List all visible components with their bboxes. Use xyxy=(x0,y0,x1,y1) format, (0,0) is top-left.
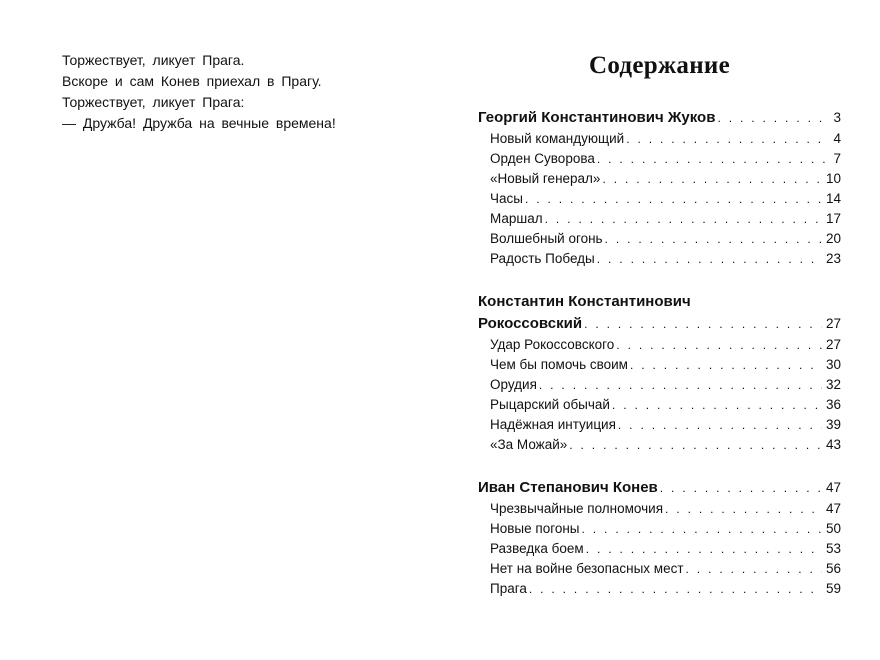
toc-entry-label: Новый командующий xyxy=(490,131,625,146)
toc-section-konev xyxy=(478,477,841,599)
toc-entry[interactable] xyxy=(478,149,841,169)
poem-line: — Дружба! Дружба на вечные времена! xyxy=(62,115,336,131)
page-number: 32 xyxy=(825,377,841,392)
toc-entry-label: Радость Победы xyxy=(490,251,595,266)
poem-line: Торжествует, ликует Прага: xyxy=(62,94,245,110)
toc-entry[interactable] xyxy=(478,129,841,149)
dot-leader xyxy=(602,169,822,189)
dot-leader xyxy=(616,335,822,355)
toc-entry[interactable] xyxy=(478,229,841,249)
toc-entry[interactable] xyxy=(478,499,841,519)
page-number: 10 xyxy=(825,171,841,186)
toc-entry-label: Маршал xyxy=(490,211,543,226)
toc-heading-label: Иван Степанович Конев xyxy=(478,479,658,496)
dot-leader xyxy=(686,559,822,579)
page-number: 3 xyxy=(833,110,841,125)
toc-section-zhukov xyxy=(478,107,841,269)
toc-entry-label: Чрезвычайные полномочия xyxy=(490,501,664,516)
page-number: 36 xyxy=(825,397,841,412)
toc-title: Содержание xyxy=(588,52,730,79)
page-number: 20 xyxy=(825,231,841,246)
toc-entry[interactable] xyxy=(478,395,841,415)
toc-entry-label: Надёжная интуиция xyxy=(490,417,616,432)
toc-heading-rokossovsky[interactable] xyxy=(478,313,841,335)
page-number: 43 xyxy=(825,437,841,452)
dot-leader xyxy=(597,249,822,269)
toc-entry[interactable] xyxy=(478,355,841,375)
left-page-text xyxy=(62,50,422,134)
toc-entry-label: «За Можай» xyxy=(490,437,568,452)
toc-entry[interactable] xyxy=(478,335,841,355)
toc-entry-label: Разведка боем xyxy=(490,541,584,556)
toc-heading-line: Константин Константинович xyxy=(478,293,691,310)
toc-entry-label: Нет на войне безопасных мест xyxy=(490,561,684,576)
dot-leader xyxy=(717,107,829,129)
dot-leader xyxy=(582,519,822,539)
dot-leader xyxy=(584,313,822,335)
dot-leader xyxy=(618,415,822,435)
toc-heading-label: Георгий Константинович Жуков xyxy=(478,109,716,126)
toc-entry-label: Новые погоны xyxy=(490,521,580,536)
page-number: 17 xyxy=(825,211,841,226)
toc-entry-label: Удар Рокоссовского xyxy=(490,337,615,352)
toc-entry-label: Прага xyxy=(490,581,527,596)
dot-leader xyxy=(612,395,822,415)
toc-entry-label: Чем бы помочь своим xyxy=(490,357,628,372)
toc-entry[interactable] xyxy=(478,559,841,579)
dot-leader xyxy=(545,209,822,229)
toc-heading-zhukov[interactable] xyxy=(478,107,841,129)
toc-entry[interactable] xyxy=(478,435,841,455)
page-number: 59 xyxy=(825,581,841,596)
toc-entry-label: «Новый генерал» xyxy=(490,171,601,186)
dot-leader xyxy=(630,355,822,375)
dot-leader xyxy=(569,435,822,455)
dot-leader xyxy=(586,539,822,559)
page-number: 39 xyxy=(825,417,841,432)
toc-entry[interactable] xyxy=(478,375,841,395)
page-number: 7 xyxy=(833,151,841,166)
toc-entry[interactable] xyxy=(478,519,841,539)
dot-leader xyxy=(529,579,822,599)
page-number: 47 xyxy=(825,501,841,516)
page-number: 47 xyxy=(825,480,841,495)
page-number: 53 xyxy=(825,541,841,556)
dot-leader xyxy=(605,229,822,249)
dot-leader xyxy=(597,149,830,169)
page-number: 27 xyxy=(825,337,841,352)
toc-entry-label: Орден Суворова xyxy=(490,151,595,166)
toc-entry-label: Рыцарский обычай xyxy=(490,397,610,412)
dot-leader xyxy=(539,375,822,395)
dot-leader xyxy=(626,129,829,149)
toc-entry[interactable] xyxy=(478,539,841,559)
toc-entry[interactable] xyxy=(478,189,841,209)
toc-entry[interactable] xyxy=(478,169,841,189)
toc-entry[interactable] xyxy=(478,579,841,599)
dot-leader xyxy=(660,477,822,499)
page-number: 50 xyxy=(825,521,841,536)
page-number: 56 xyxy=(825,561,841,576)
page-number: 4 xyxy=(833,131,841,146)
toc-entry-label: Часы xyxy=(490,191,523,206)
toc-entry-label: Орудия xyxy=(490,377,537,392)
page-number: 23 xyxy=(825,251,841,266)
dot-leader xyxy=(525,189,822,209)
page-number: 27 xyxy=(825,316,841,331)
dot-leader xyxy=(665,499,822,519)
toc-entry-label: Волшебный огонь xyxy=(490,231,603,246)
toc-entry[interactable] xyxy=(478,209,841,229)
toc-section-rokossovsky xyxy=(478,291,841,455)
toc-heading-konev[interactable] xyxy=(478,477,841,499)
table-of-contents xyxy=(478,52,841,621)
page-number: 14 xyxy=(825,191,841,206)
toc-heading-label: Рокоссовский xyxy=(478,315,583,332)
poem-line: Торжествует, ликует Прага. xyxy=(62,52,245,68)
page-number: 30 xyxy=(825,357,841,372)
poem-line: Вскоре и сам Конев приехал в Прагу. xyxy=(62,73,322,89)
toc-entry[interactable] xyxy=(478,415,841,435)
toc-entry[interactable] xyxy=(478,249,841,269)
